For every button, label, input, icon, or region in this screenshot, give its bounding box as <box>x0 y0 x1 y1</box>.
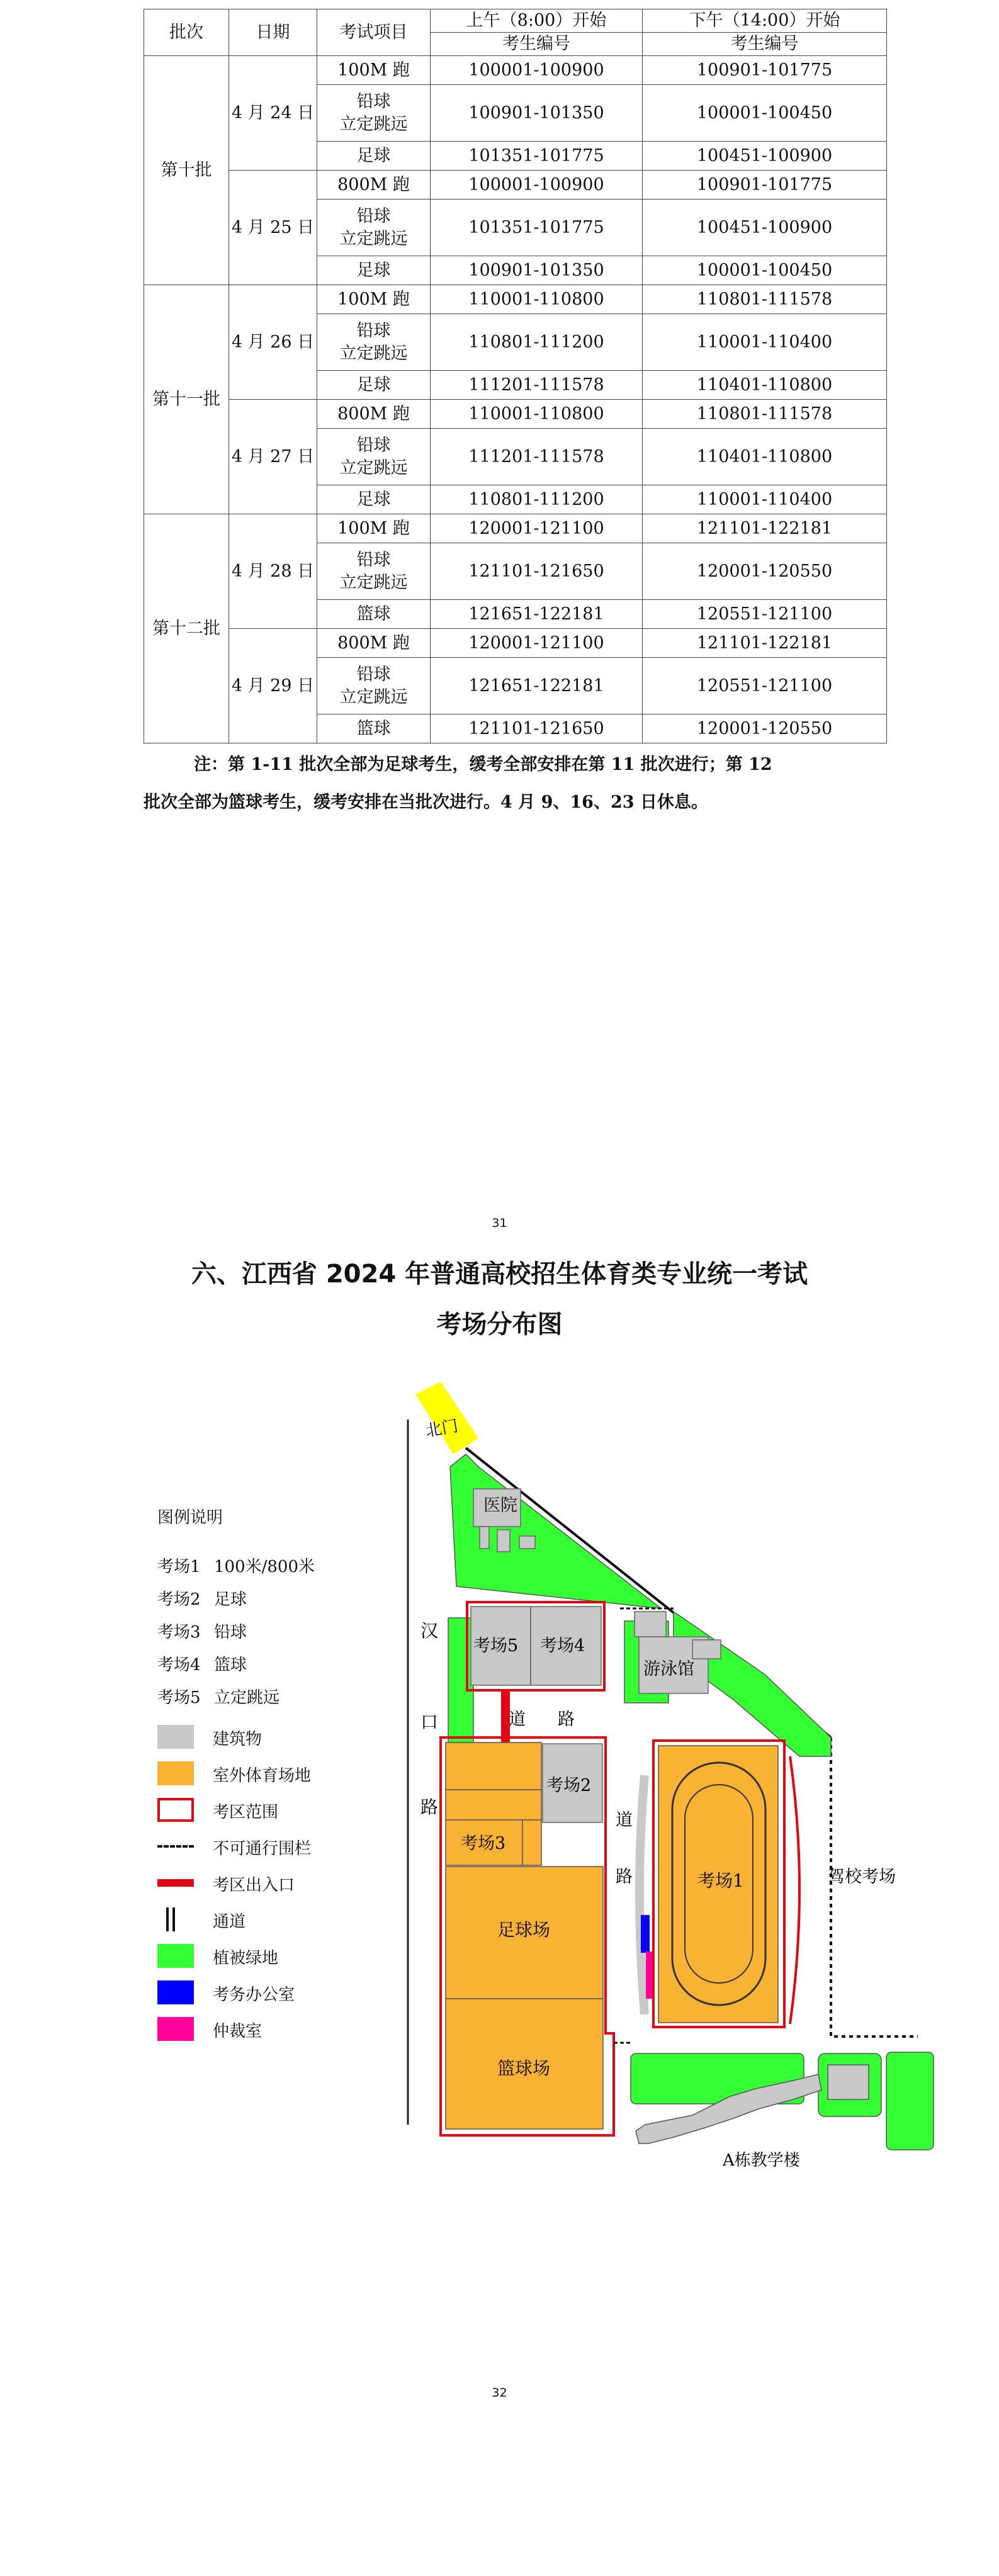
batch-cell: 第十一批 <box>144 285 229 514</box>
item-cell: 铅球 立定跳远 <box>317 314 431 371</box>
morning-range-cell: 101351-101775 <box>431 142 643 171</box>
morning-range-cell: 100901-101350 <box>431 85 643 142</box>
driving-school-label: 驾校考场 <box>828 1867 896 1887</box>
football-label: 足球场 <box>497 1919 551 1940</box>
morning-range-cell: 110801-111200 <box>431 314 643 371</box>
afternoon-range-cell: 110001-110400 <box>643 314 887 371</box>
afternoon-range-cell: 100001-100450 <box>643 256 887 285</box>
green-far-east <box>886 2052 934 2150</box>
road-west-char-2: 口 <box>420 1712 439 1732</box>
morning-range-cell: 100001-100900 <box>431 171 643 200</box>
legend-venue-key: 考场3 <box>157 1623 201 1642</box>
afternoon-range-cell: 100901-101775 <box>643 171 887 200</box>
date-cell: 4 月 24 日 <box>229 56 317 171</box>
item-cell: 足球 <box>317 256 431 285</box>
section-subtitle: 考场分布图 <box>436 1310 563 1339</box>
afternoon-range-cell: 121101-122181 <box>643 629 887 658</box>
morning-range-cell: 121651-122181 <box>431 600 643 629</box>
morning-range-cell: 100001-100900 <box>431 56 643 85</box>
legend-venue-value: 铅球 <box>214 1623 247 1642</box>
legend-symbol-label: 考务办公室 <box>213 1986 295 2004</box>
legend-venue-value: 足球 <box>214 1590 247 1609</box>
morning-range-cell: 121101-121650 <box>431 715 643 743</box>
date-cell: 4 月 29 日 <box>229 629 317 743</box>
header-batch: 批次 <box>144 9 229 56</box>
legend-venue-value: 100米/800米 <box>214 1557 315 1576</box>
venue4-label: 考场4 <box>540 1636 585 1656</box>
section-title: 六、江西省 2024 年普通高校招生体育类专业统一考试 <box>191 1260 808 1289</box>
item-cell: 足球 <box>317 371 431 400</box>
afternoon-range-cell: 110401-110800 <box>643 371 887 400</box>
field-north <box>446 1743 541 1790</box>
item-cell: 100M 跑 <box>317 285 431 314</box>
date-cell: 4 月 25 日 <box>229 171 317 285</box>
item-cell: 800M 跑 <box>317 400 431 429</box>
afternoon-range-cell: 110001-110400 <box>643 485 887 514</box>
item-cell: 铅球 立定跳远 <box>317 658 431 715</box>
afternoon-range-cell: 100901-101775 <box>643 56 887 85</box>
item-cell: 100M 跑 <box>317 514 431 543</box>
afternoon-range-cell: 110401-110800 <box>643 429 887 485</box>
item-cell: 足球 <box>317 485 431 514</box>
morning-range-cell: 120001-121100 <box>431 629 643 658</box>
header-morning: 上午（8:00）开始 <box>431 9 643 33</box>
batch-cell: 第十二批 <box>144 514 229 743</box>
venue2-label: 考场2 <box>546 1776 592 1795</box>
hospital-label: 医院 <box>483 1496 517 1515</box>
green-west <box>448 1618 473 1744</box>
building-a-annex <box>828 2065 869 2099</box>
morning-range-cell: 101351-101775 <box>431 200 643 256</box>
morning-range-cell: 100901-101350 <box>431 256 643 285</box>
item-cell: 铅球 立定跳远 <box>317 429 431 485</box>
legend-symbol-label: 仲裁室 <box>213 2022 262 2041</box>
legend-venue-value: 立定跳远 <box>214 1688 280 1707</box>
morning-range-cell: 110001-110800 <box>431 400 643 429</box>
legend-symbol-label: 植被绿地 <box>213 1949 279 1968</box>
legend-title: 图例说明 <box>157 1508 223 1527</box>
item-cell: 800M 跑 <box>317 171 431 200</box>
road-mid2-char-1: 道 <box>616 1811 633 1830</box>
morning-range-cell: 111201-111578 <box>431 371 643 400</box>
road-west-char-3: 路 <box>420 1797 439 1817</box>
morning-range-cell: 111201-111578 <box>431 429 643 485</box>
exam-office-marker <box>641 1915 650 1953</box>
note-line1: 注：第 1-11 批次全部为足球考生，缓考全部安排在第 11 批次进行；第 12 <box>194 755 772 774</box>
page-number-top: 31 <box>492 1216 507 1230</box>
exam-zone-track-arc <box>790 1756 799 2024</box>
stand-west <box>640 1775 645 2014</box>
road-mid-char-1: 道 <box>509 1710 526 1729</box>
north-gate-label: 北门 <box>424 1416 460 1441</box>
item-cell: 篮球 <box>317 600 431 629</box>
legend-symbol-label: 考区出入口 <box>213 1876 295 1895</box>
legend-venue-key: 考场5 <box>157 1688 201 1707</box>
venue3-label: 考场3 <box>461 1834 506 1853</box>
morning-range-cell: 121101-121650 <box>431 543 643 600</box>
legend-symbol-label: 考区范围 <box>213 1803 279 1822</box>
date-cell: 4 月 28 日 <box>229 514 317 629</box>
afternoon-range-cell: 100451-100900 <box>643 200 887 256</box>
legend-symbol-label: 不可通行围栏 <box>213 1839 312 1858</box>
header-date: 日期 <box>229 9 317 56</box>
legend-venue-key: 考场1 <box>157 1557 201 1576</box>
arbitration-room-marker <box>646 1952 652 1999</box>
item-cell: 铅球 立定跳远 <box>317 543 431 600</box>
afternoon-range-cell: 121101-122181 <box>643 514 887 543</box>
legend-symbol-label: 建筑物 <box>213 1730 262 1749</box>
morning-range-cell: 110801-111200 <box>431 485 643 514</box>
swimming-label: 游泳馆 <box>643 1659 694 1679</box>
header-item: 考试项目 <box>317 9 431 56</box>
basketball-label: 篮球场 <box>497 2058 551 2079</box>
item-cell: 篮球 <box>317 715 431 743</box>
road-mid-char-2: 路 <box>558 1710 575 1729</box>
road-west-char-1: 汉 <box>420 1620 439 1641</box>
building-a-label: A栋教学楼 <box>723 2151 800 2170</box>
date-cell: 4 月 27 日 <box>229 400 317 514</box>
fence-east <box>831 1737 918 2037</box>
item-cell: 100M 跑 <box>317 56 431 85</box>
header-afternoon: 下午（14:00）开始 <box>643 9 887 33</box>
venue3-field-side <box>522 1820 541 1865</box>
item-cell: 铅球 立定跳远 <box>317 85 431 142</box>
afternoon-range-cell: 120551-121100 <box>643 658 887 715</box>
afternoon-range-cell: 120001-120550 <box>643 543 887 600</box>
morning-range-cell: 120001-121100 <box>431 514 643 543</box>
item-cell: 铅球 立定跳远 <box>317 200 431 256</box>
legend-symbol-label: 通道 <box>213 1912 246 1931</box>
header-morning-sub: 考生编号 <box>431 33 643 56</box>
legend-venue-key: 考场2 <box>157 1590 201 1609</box>
afternoon-range-cell: 100001-100450 <box>643 85 887 142</box>
afternoon-range-cell: 100451-100900 <box>643 142 887 171</box>
venue5-label: 考场5 <box>473 1636 519 1656</box>
note-line2: 批次全部为篮球考生，缓考安排在当批次进行。4 月 9、16、23 日休息。 <box>144 793 708 812</box>
date-cell: 4 月 26 日 <box>229 285 317 400</box>
afternoon-range-cell: 120551-121100 <box>643 600 887 629</box>
afternoon-range-cell: 120001-120550 <box>643 715 887 743</box>
afternoon-range-cell: 110801-111578 <box>643 285 887 314</box>
page-number-bottom: 32 <box>492 2386 507 2400</box>
venue1-label: 考场1 <box>697 1870 744 1891</box>
item-cell: 足球 <box>317 142 431 171</box>
batch-cell: 第十批 <box>144 56 229 285</box>
morning-range-cell: 110001-110800 <box>431 285 643 314</box>
field-strip <box>446 1790 541 1820</box>
road-mid2-char-2: 路 <box>616 1867 633 1887</box>
afternoon-range-cell: 110801-111578 <box>643 400 887 429</box>
item-cell: 800M 跑 <box>317 629 431 658</box>
legend-venue-value: 篮球 <box>214 1656 247 1675</box>
morning-range-cell: 121651-122181 <box>431 658 643 715</box>
legend-venue-key: 考场4 <box>157 1656 201 1675</box>
legend-symbol-label: 室外体育场地 <box>213 1766 312 1785</box>
header-afternoon-sub: 考生编号 <box>643 33 887 56</box>
